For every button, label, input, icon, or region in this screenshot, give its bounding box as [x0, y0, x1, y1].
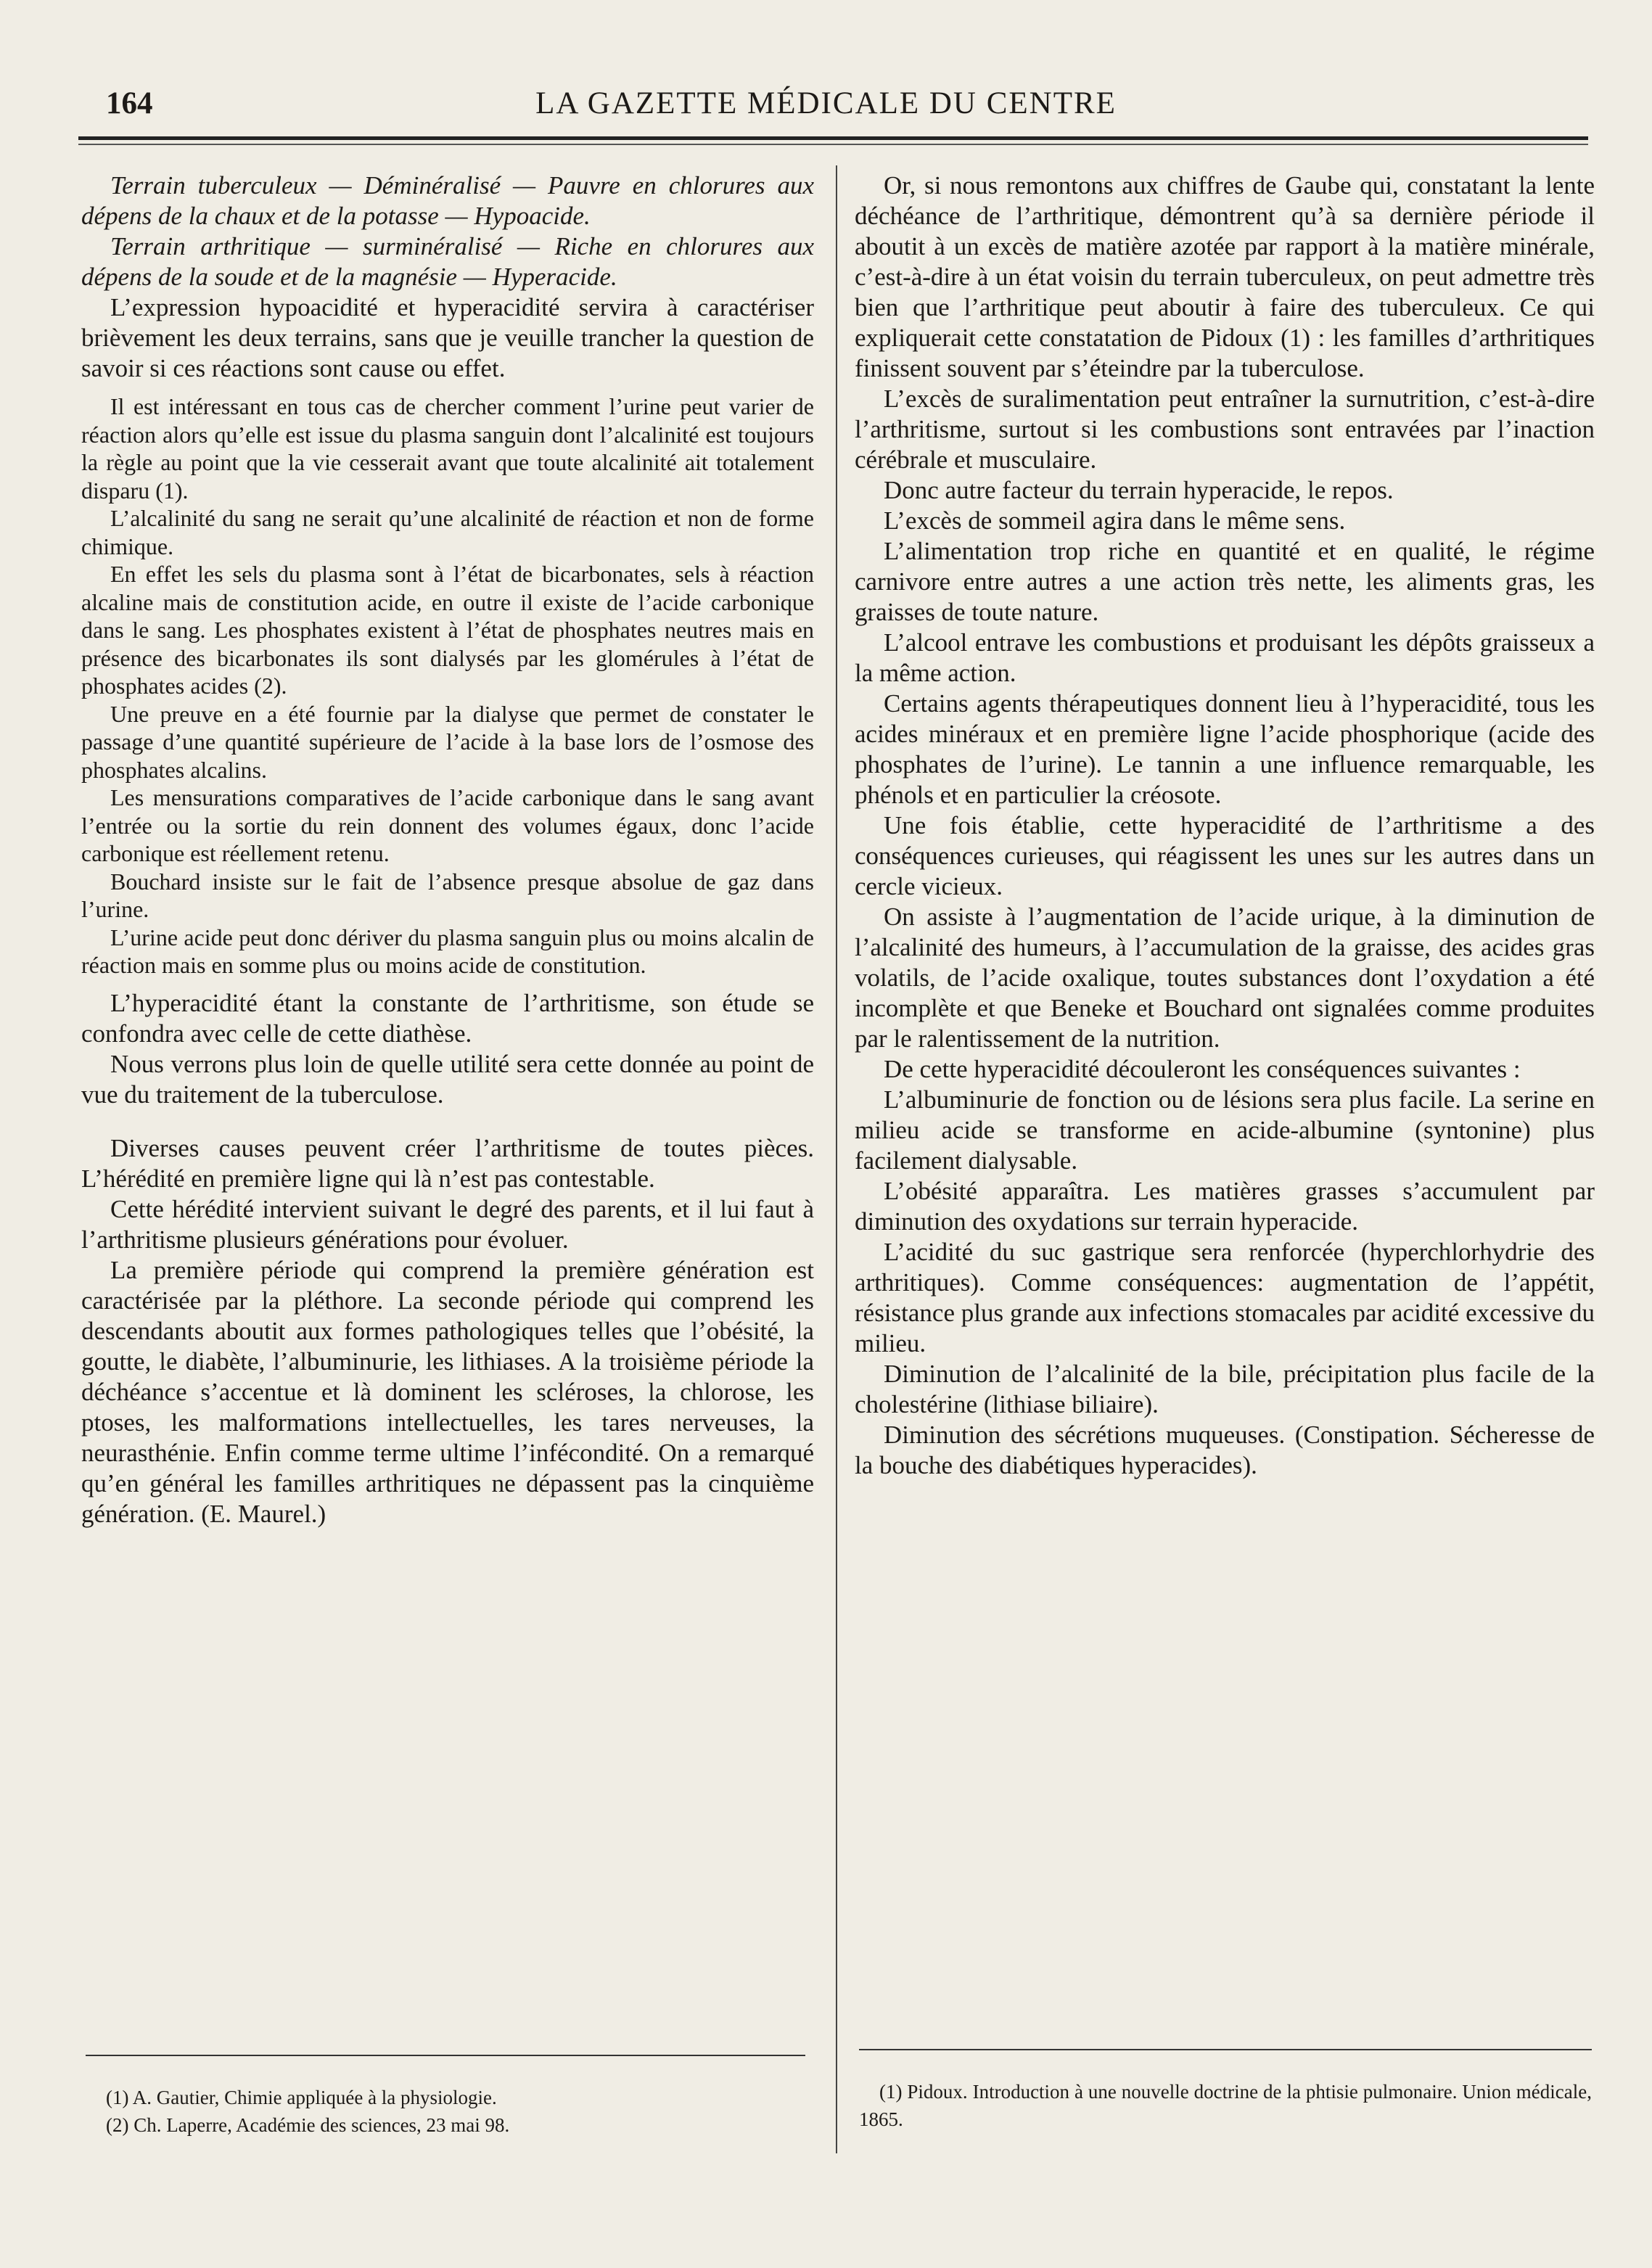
paragraph: Diverses causes peuvent créer l’arthritisme de toutes pièces. L’hérédité en première ligne qui là n’est pas contestable. [81, 1133, 814, 1193]
column-divider [836, 165, 837, 2153]
paragraph: Diminution de l’alcalinité de la bile, précipitation plus facile de la cholestérine (lithiase biliaire). [855, 1360, 1595, 1418]
header-rule [78, 136, 1588, 140]
paragraph: L’alcool entrave les combustions et produisant les dépôts graisseux a la même action. [855, 628, 1595, 687]
paragraph: Certains agents thérapeutiques donnent lieu à l’hyperacidité, tous les acides minéraux et en première ligne l’acide phosphorique (acide des phosphates de l’urine). Le tannin a une influence remarquable, les phénols et en particulier la créosote. [855, 689, 1595, 809]
footnotes-left [86, 2084, 811, 2139]
paragraph: Une fois établie, cette hyperacidité de l’arthritisme a des conséquences curieuses, qui réagissent les unes sur les autres dans un cercle vicieux. [855, 811, 1595, 900]
paragraph: En effet les sels du plasma sont à l’état de bicarbonates, sels à réaction alcaline mais de constitution acide, en outre il existe de l’acide carbonique dans le sang. Les phosphates existent à l’état de phosphates neutres mais en présence des bicarbonates ils sont dialysés par les glomérules à l’état de phosphates acides (2). [81, 561, 814, 699]
page-number: 164 [106, 86, 153, 120]
paragraph: L’urine acide peut donc dériver du plasma sanguin plus ou moins alcalin de réaction mais en somme plus ou moins acide de constitution. [81, 924, 814, 978]
paragraph: Les mensurations comparatives de l’acide carbonique dans le sang avant l’entrée ou la sortie du rein donnent des volumes égaux, donc l’acide carbonique est réellement retenu. [81, 784, 814, 866]
paragraph: Diminution des sécrétions muqueuses. (Constipation. Sécheresse de la bouche des diabétiques hyperacides). [855, 1421, 1595, 1479]
paragraph: Donc autre facteur du terrain hyperacide, le repos. [884, 476, 1394, 504]
paragraph: Bouchard insiste sur le fait de l’absence presque absolue de gaz dans l’urine. [81, 868, 814, 922]
paragraph: L’excès de suralimentation peut entraîner la surnutrition, c’est-à-dire l’arthritisme, surtout si les combustions sont entravées par l’inaction cérébrale et musculaire. [855, 385, 1595, 474]
footnotes-right [859, 2078, 1592, 2133]
paragraph: L’alimentation trop riche en quantité et en qualité, le régime carnivore entre autres a une action très nette, les aliments gras, les graisses de toute nature. [855, 537, 1595, 626]
paragraph: L’acidité du suc gastrique sera renforcée (hyperchlorhydrie des arthritiques). Comme conséquences: augmentation de l’appétit, résistance plus grande aux infections stomacales par acidité excessive du milieu. [855, 1238, 1595, 1357]
paragraph: Une preuve en a été fournie par la dialyse que permet de constater le passage d’une quantité supérieure de l’acide à la base lors de l’osmose des phosphates alcalins. [81, 700, 814, 783]
paragraph: On assiste à l’augmentation de l’acide urique, à la diminution de l’alcalinité des humeurs, à l’accumulation de la graisse, des acides gras volatils, de l’acide oxalique, toutes substances dont l’oxydation a été incomplète et que Beneke et Bouchard ont signalées comme produites par le ralentissement de la nutrition. [855, 903, 1595, 1053]
footnote-rule-right [859, 2049, 1592, 2050]
paragraph: Terrain arthritique — surminéralisé — Riche en chlorures aux dépens de la soude et de la magnésie — Hyperacide. [81, 232, 814, 291]
paragraph: Or, si nous remontons aux chiffres de Gaube qui, constatant la lente déchéance de l’arthritique, démontrent qu’à sa dernière période il aboutit à un excès de matière azotée par rapport à la matière minérale, c’est-à-dire à un état voisin du terrain tuberculeux, on peut admettre très bien que l’arthritique peut aboutir à faire des tuberculeux. Ce qui expliquerait cette constatation de Pidoux (1) : les familles d’arthritiques finissent souvent par s’éteindre par la tuberculose. [855, 171, 1595, 382]
footnote: (1) Pidoux. Introduction à une nouvelle doctrine de la phtisie pulmonaire. Union médicale, 1865. [859, 2081, 1592, 2130]
left-column [81, 170, 814, 1529]
paragraph: Il est intéressant en tous cas de chercher comment l’urine peut varier de réaction alors qu’elle est issue du plasma sanguin dont l’alcalinité est toujours la règle au point que la vie cesserait avant que toute alcalinité ait totalement disparu (1). [81, 393, 814, 504]
paragraph: L’excès de sommeil agira dans le même sens. [884, 506, 1346, 535]
paragraph: L’expression hypoacidité et hyperacidité servira à caractériser brièvement les deux terrains, sans que je veuille trancher la question de savoir si ces réactions sont cause ou effet. [81, 293, 814, 382]
paragraph: Terrain tuberculeux — Déminéralisé — Pauvre en chlorures aux dépens de la chaux et de la potasse — Hypoacide. [81, 171, 814, 230]
paragraph: L’albuminurie de fonction ou de lésions sera plus facile. La serine en milieu acide se transforme en acide-albumine (syntonine) plus facilement dialysable. [855, 1085, 1595, 1175]
paragraph: La première période qui comprend la première génération est caractérisée par la pléthore. La seconde période qui comprend les descendants aboutit aux formes pathologiques telles que l’obésité, la goutte, le diabète, l’albuminurie, les lithiases. A la troisième période la déchéance s’accentue et là dominent les scléroses, la chlorose, les ptoses, les malformations intellectuelles, les tares nerveuses, la neurasthénie. Enfin comme terme ultime l’infécondité. On a remarqué qu’en général les familles arthritiques ne dépassent pas la cinquième génération. (E. Maurel.) [81, 1255, 814, 1528]
header-rule-thin [78, 144, 1588, 145]
footnote: (2) Ch. Laperre, Académie des sciences, 23 mai 98. [106, 2114, 510, 2136]
running-head: LA GAZETTE MÉDICALE DU CENTRE [535, 86, 1117, 120]
footnote-rule-left [86, 2055, 805, 2056]
paragraph: L’hyperacidité étant la constante de l’arthritisme, son étude se confondra avec celle de cette diathèse. [81, 988, 814, 1048]
paragraph: Nous verrons plus loin de quelle utilité sera cette donnée au point de vue du traitement de la tuberculose. [81, 1049, 814, 1109]
right-column [855, 170, 1595, 1481]
paragraph: L’obésité apparaîtra. Les matières grasses s’accumulent par diminution des oxydations sur terrain hyperacide. [855, 1177, 1595, 1236]
footnote: (1) A. Gautier, Chimie appliquée à la physiologie. [106, 2087, 497, 2108]
paragraph: L’alcalinité du sang ne serait qu’une alcalinité de réaction et non de forme chimique. [81, 505, 814, 559]
paragraph: Cette hérédité intervient suivant le degré des parents, et il lui faut à l’arthritisme plusieurs générations pour évoluer. [81, 1194, 814, 1254]
paragraph: De cette hyperacidité découleront les conséquences suivantes : [884, 1055, 1521, 1083]
